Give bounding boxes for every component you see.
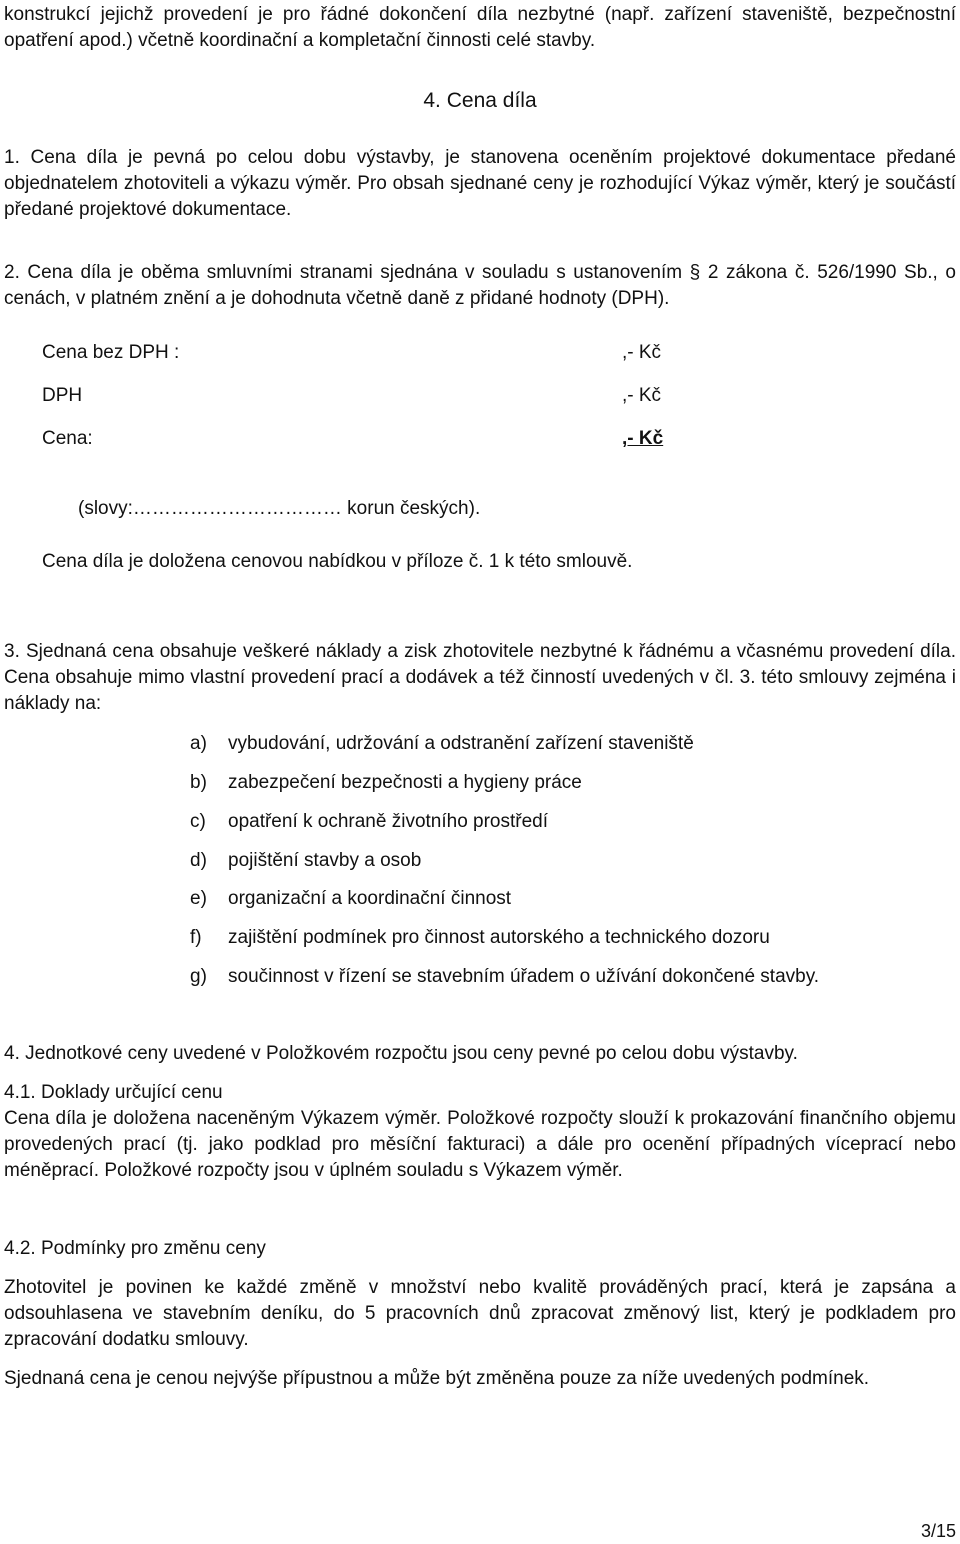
- list-text: opatření k ochraně životního prostředí: [228, 811, 549, 832]
- price-row-total: [42, 426, 682, 452]
- page-number: 3/15: [920, 1521, 956, 1541]
- list-letter: b): [190, 772, 207, 793]
- price-note: Cena díla je doložena cenovou nabídkou v příloze č. 1 k této smlouvě.: [42, 551, 633, 572]
- paragraph-4: 4. Jednotkové ceny uvedené v Položkovém rozpočtu jsou ceny pevné po celou dobu výstavby.: [4, 1043, 798, 1064]
- list-letter: a): [190, 733, 207, 754]
- price-label: DPH: [42, 385, 83, 406]
- paragraph-1: 1. Cena díla je pevná po celou dobu výstavby, je stanovena oceněním projektové dokumentace předané objednatelem zhotoviteli a výkazu výměr. Pro obsah sjednané ceny je rozhodující Výkaz výměr, který je součástí předané projektové dokumentace.: [4, 147, 956, 220]
- list-text: vybudování, udržování a odstranění zařízení staveniště: [228, 733, 694, 754]
- list-letter: f): [190, 927, 202, 948]
- list-item: [190, 964, 930, 990]
- price-label: Cena:: [42, 428, 93, 449]
- list-item: [190, 925, 930, 951]
- subsection-4-2-text-1: Zhotovitel je povinen ke každé změně v množství nebo kvalitě prováděných prací, která je zapsána a odsouhlasena ve stavebním deníku, do 5 pracovních dnů zpracovat změnový list, který je podkladem pro zpracování dodatku smlouvy.: [4, 1277, 956, 1350]
- price-label: Cena bez DPH :: [42, 342, 180, 363]
- price-value: ,- Kč: [622, 385, 662, 406]
- list-item: [190, 809, 930, 835]
- list-letter: g): [190, 966, 207, 987]
- subsection-4-1-heading: 4.1. Doklady určující cenu: [4, 1082, 223, 1103]
- list-text: zajištění podmínek pro činnost autorského a technického dozoru: [228, 927, 770, 948]
- list-item: [190, 886, 930, 912]
- list-text: součinnost v řízení se stavebním úřadem o užívání dokončené stavby.: [228, 966, 820, 987]
- list-letter: e): [190, 888, 207, 909]
- list-text: zabezpečení bezpečnosti a hygieny práce: [228, 772, 582, 793]
- price-value: ,- Kč: [622, 342, 662, 363]
- subsection-4-2-heading: 4.2. Podmínky pro změnu ceny: [4, 1238, 266, 1259]
- price-value: ,- Kč: [622, 428, 664, 449]
- list-text: organizační a koordinační činnost: [228, 888, 512, 909]
- section-heading: 4. Cena díla: [423, 89, 537, 112]
- price-in-words: (slovy:…………………………… korun českých).: [78, 498, 481, 519]
- price-row-base: [42, 340, 682, 366]
- list-letter: c): [190, 811, 206, 832]
- subsection-4-1-text: Cena díla je doložena naceněným Výkazem výměr. Položkové rozpočty slouží k prokazování finančního objemu provedených prací (tj. jako podklad pro měsíční fakturaci) a dále pro ocenění případných víceprací nebo méněprací. Položkové rozpočty jsou v úplném souladu s Výkazem výměr.: [4, 1108, 956, 1181]
- intro-paragraph: konstrukcí jejichž provedení je pro řádné dokončení díla nezbytné (např. zařízení staveniště, bezpečnostní opatření apod.) včetně koordinační a kompletační činnosti celé stavby.: [4, 4, 956, 51]
- paragraph-3: 3. Sjednaná cena obsahuje veškeré náklady a zisk zhotovitele nezbytné k řádnému a včasnému provedení díla. Cena obsahuje mimo vlastní provedení prací a dodávek a též činností uvedených v čl. 3. této smlouvy zejména i náklady na:: [4, 641, 956, 714]
- list-text: pojištění stavby a osob: [228, 850, 422, 871]
- list-item: [190, 770, 930, 796]
- paragraph-2: 2. Cena díla je oběma smluvními stranami sjednána v souladu s ustanovením § 2 zákona č. 526/1990 Sb., o cenách, v platném znění a je dohodnuta včetně daně z přidané hodnoty (DPH).: [4, 262, 956, 309]
- subsection-4-2-text-2: Sjednaná cena je cenou nejvýše přípustnou a může být změněna pouze za níže uvedených podmínek.: [4, 1368, 870, 1389]
- list-item: [190, 731, 930, 757]
- list-item: [190, 848, 930, 874]
- price-row-vat: [42, 383, 682, 409]
- list-letter: d): [190, 850, 207, 871]
